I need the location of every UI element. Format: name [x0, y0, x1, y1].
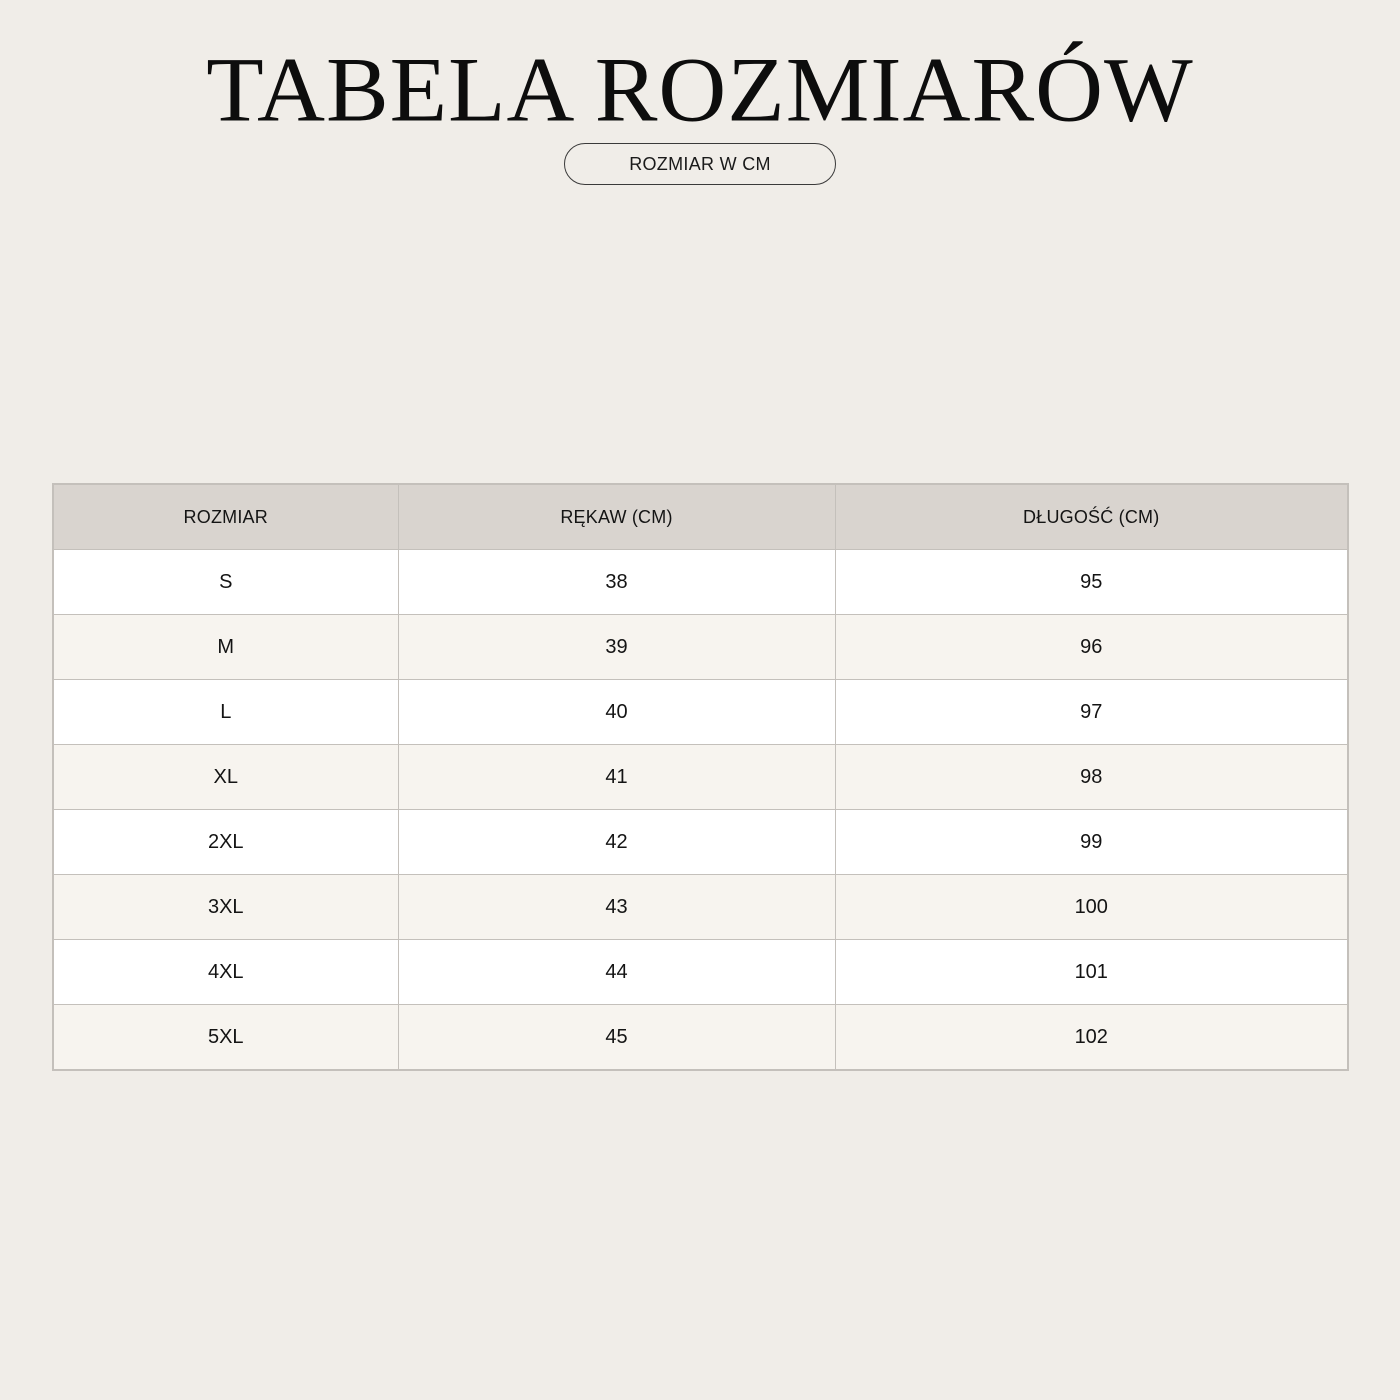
- size-cell: M: [53, 615, 398, 680]
- table-row: [53, 615, 1348, 680]
- table-row: [53, 680, 1348, 745]
- column-header-length: DŁUGOŚĆ (CM): [835, 484, 1348, 550]
- sleeve-cell: 44: [398, 940, 835, 1005]
- table-row: [53, 745, 1348, 810]
- table-header-row: [53, 484, 1348, 550]
- sleeve-cell: 43: [398, 875, 835, 940]
- size-cell: 3XL: [53, 875, 398, 940]
- table-row: [53, 550, 1348, 615]
- sleeve-cell: 41: [398, 745, 835, 810]
- length-cell: 99: [835, 810, 1348, 875]
- length-cell: 97: [835, 680, 1348, 745]
- sleeve-cell: 38: [398, 550, 835, 615]
- column-header-size: ROZMIAR: [53, 484, 398, 550]
- page-title: TABELA ROZMIARÓW: [206, 39, 1194, 141]
- sleeve-cell: 45: [398, 1005, 835, 1071]
- table-row: [53, 940, 1348, 1005]
- sleeve-cell: 40: [398, 680, 835, 745]
- length-cell: 96: [835, 615, 1348, 680]
- size-cell: 4XL: [53, 940, 398, 1005]
- sleeve-cell: 42: [398, 810, 835, 875]
- table-row: [53, 1005, 1348, 1071]
- table-row: [53, 875, 1348, 940]
- column-header-sleeve: RĘKAW (CM): [398, 484, 835, 550]
- size-chart-table: [52, 483, 1349, 1071]
- length-cell: 102: [835, 1005, 1348, 1071]
- size-cell: L: [53, 680, 398, 745]
- size-cell: XL: [53, 745, 398, 810]
- length-cell: 100: [835, 875, 1348, 940]
- size-cell: S: [53, 550, 398, 615]
- sleeve-cell: 39: [398, 615, 835, 680]
- length-cell: 98: [835, 745, 1348, 810]
- unit-badge: ROZMIAR W CM: [564, 143, 836, 185]
- table-row: [53, 810, 1348, 875]
- size-cell: 2XL: [53, 810, 398, 875]
- length-cell: 95: [835, 550, 1348, 615]
- length-cell: 101: [835, 940, 1348, 1005]
- size-cell: 5XL: [53, 1005, 398, 1071]
